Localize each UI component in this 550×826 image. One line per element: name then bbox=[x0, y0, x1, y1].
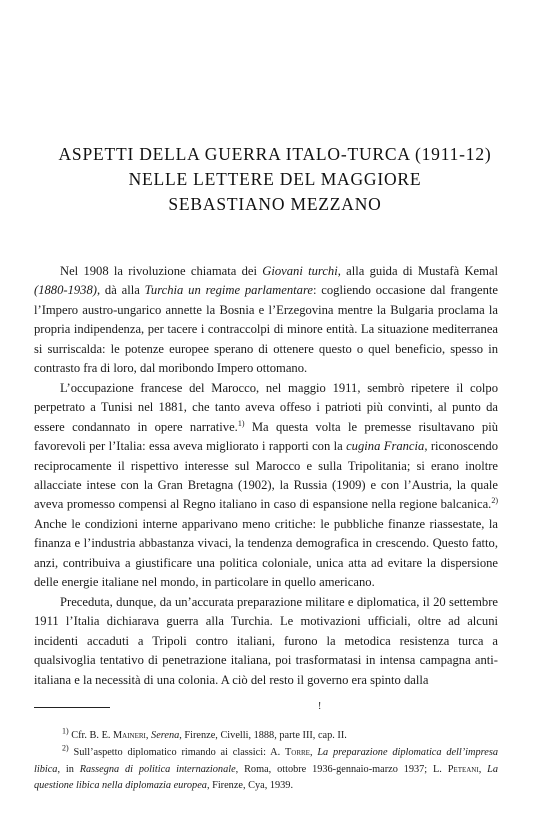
footnote-ref-2[interactable]: 2) bbox=[491, 496, 498, 506]
work-title: La preparazione diplomatica dell’impresa libica bbox=[34, 746, 498, 775]
italic-run: Giovani turchi bbox=[262, 264, 338, 278]
text-run: , Firenze, Civelli, 1888, parte III, cap. II. bbox=[179, 730, 347, 741]
author-name: Torre bbox=[284, 746, 310, 758]
chapter-title bbox=[20, 142, 530, 217]
footnote-number: 1) bbox=[62, 726, 69, 736]
text-run: Cfr. B. E. bbox=[68, 730, 114, 741]
text-run: , Firenze, Cya, 1939. bbox=[206, 780, 294, 792]
text-run: , dà alla bbox=[96, 283, 145, 298]
title-line-1: ASPETTI DELLA GUERRA ITALO-TURCA (1911-12) bbox=[58, 144, 492, 164]
footnote-ref-1[interactable]: 1) bbox=[237, 418, 245, 428]
footnote-1 bbox=[34, 728, 498, 745]
text-run: Anche le condizioni interne apparivano meno critiche: le pubbliche finanze riassestate, la finanza e l’industria abbastanza vivaci, la tendenza demografica in crescendo. Questo fatto, anzi, contribuiva a giustificare una politica coloniale, unica atta ad evitare la dispersione delle energie italiane nel mondo, in particolare in quello americano. bbox=[34, 516, 498, 590]
italic-run: (1880-1938) bbox=[34, 283, 97, 298]
journal-title: Rassegna di politica internazionale bbox=[79, 763, 236, 775]
paragraph-2 bbox=[34, 379, 498, 593]
text-run: , bbox=[145, 730, 152, 741]
footnote-separator bbox=[34, 707, 110, 708]
paragraph-1 bbox=[34, 262, 498, 379]
title-line-3: SEBASTIANO MEZZANO bbox=[168, 194, 382, 214]
text-run: , Roma, ottobre 1936-gennaio-marzo 1937; L. bbox=[235, 763, 448, 775]
text-run: Ma questa volta le premesse risultavano più favorevoli per l’Italia: essa aveva migliorato i rapporti con la bbox=[34, 419, 498, 454]
text-run: : cogliendo occasione dal frangente l’Impero austro-ungarico annette la Bosnia e l’Erzegovina mentre la Bulgaria proclama la propria indipendenza, per tacere i contraccolpi di minore entità. La situazione mediterranea si surriscalda: le potenze europee sperano di ottenere questo o quel beneficio, spesso in contrasto fra di loro, dal moribondo Impero ottomano. bbox=[34, 283, 498, 376]
footnote-number: 2) bbox=[62, 743, 69, 753]
text-run: , bbox=[478, 763, 488, 775]
author-name: Peteani bbox=[447, 763, 479, 775]
text-run: Nel 1908 la rivoluzione chiamata dei bbox=[60, 264, 263, 278]
paragraph-3: Preceduta, dunque, da un’accurata preparazione militare e diplomatica, il 20 settembre 1911 l’Italia dichiarava guerra alla Turchia. Le motivazioni ufficiali, oltre ad alcuni incidenti accaduti a Tripoli contro italiani, furono la metodica resistenza turca a qualsivoglia tentativo di penetrazione italiana, poi trasformatasi in intensa campagna anti-italiana e la necessità di una colonia. A ciò del resto il governo era spinto dalla bbox=[34, 594, 498, 687]
italic-run: Turchia un regime parlamentare bbox=[144, 283, 313, 298]
text-run: , alla guida di Mustafà Kemal bbox=[337, 264, 499, 278]
separator-mark: ! bbox=[318, 701, 322, 712]
italic-run: cugina Francia bbox=[346, 439, 425, 454]
title-line-2: NELLE LETTERE DEL MAGGIORE bbox=[128, 169, 422, 189]
body-text bbox=[34, 262, 498, 690]
text-run: , bbox=[309, 746, 318, 758]
author-name: Maineri bbox=[113, 730, 146, 741]
work-title: Serena bbox=[151, 730, 180, 741]
footnote-2 bbox=[34, 745, 498, 795]
text-run: , riconoscendo reciprocamente il rispettivo interesse sul Marocco e sulla Tripolitania; si erano inoltre allacciate intese con la Gran Bretagna (1902), la Russia (1909) e con l’Austria, la quale aveva promesso compensi al Regno italiano in caso di espansione nella regione balcanica. bbox=[34, 439, 498, 512]
work-title: La questione libica nella diplomazia europea bbox=[34, 763, 498, 792]
text-run: L’occupazione francese del Marocco, nel maggio 1911, sembrò ripetere il colpo perpetrato a Tunisi nel 1881, che tanto aveva offeso i patrioti più convinti, al punto da essere condannato in opere narrative. bbox=[34, 380, 498, 434]
footnotes bbox=[34, 728, 498, 795]
text-run: Sull’aspetto diplomatico rimando ai classici: A. bbox=[68, 746, 285, 758]
text-run: , in bbox=[57, 763, 80, 775]
